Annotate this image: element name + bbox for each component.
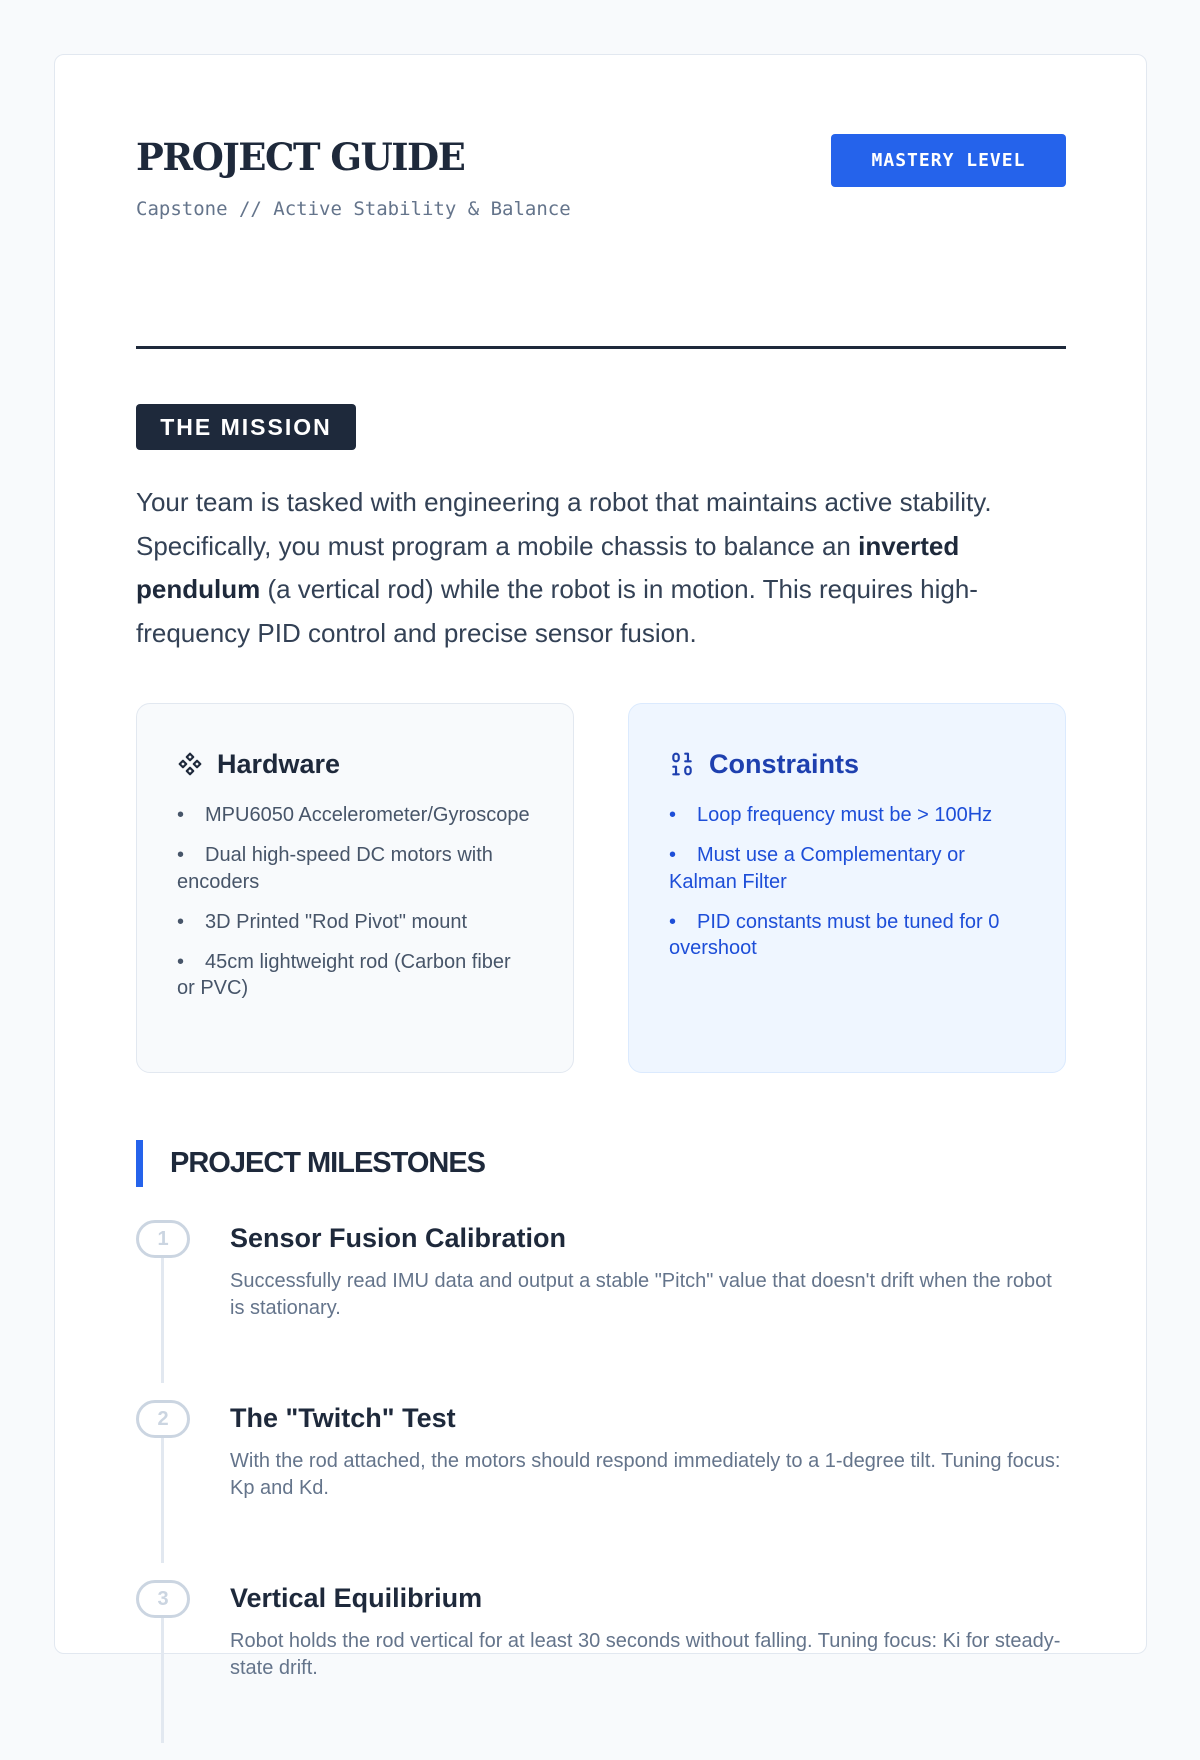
bullet-icon: • [669,844,677,866]
mission-text-intro: Your team is tasked with engineering a robot that maintains active stability. Specifically, you must program a mobile chassis to balance an [136,487,992,561]
milestone-number: 3 [136,1580,190,1618]
mission-description [136,481,1066,655]
constraints-title: Constraints [709,748,860,779]
mission-text-highlight: inverted pendulum [136,530,960,604]
constraint-item [669,909,1025,962]
constraint-item [669,842,1025,895]
mission-tag: THE MISSION [136,404,356,450]
hardware-item-text: Dual high-speed DC motors with encoders [177,844,493,893]
component-icon [177,751,203,777]
hardware-item-text: 3D Printed "Rod Pivot" mount [205,910,468,933]
milestone-item [136,1580,1066,1760]
milestones-heading [136,1140,736,1187]
milestone-number: 2 [136,1400,190,1438]
constraint-item-text: Must use a Complementary or Kalman Filter [669,844,965,893]
page-title: PROJECT GUIDE [136,135,465,179]
mastery-level-badge: MASTERY LEVEL [831,134,1066,187]
constraints-list [669,802,1025,962]
hardware-item-text: 45cm lightweight rod (Carbon fiber or PVC) [177,950,511,999]
hardware-item-text: MPU6050 Accelerometer/Gyroscope [205,804,530,826]
milestone-connector [161,1258,164,1383]
bullet-icon: • [669,804,677,826]
bullet-icon: • [177,910,185,933]
milestone-title: Sensor Fusion Calibration [230,1223,567,1253]
milestone-title: Vertical Equilibrium [230,1583,483,1613]
page-subtitle: Capstone // Active Stability & Balance [136,198,571,220]
mission-text-rest: (a vertical rod) while the robot is in motion. This requires high-frequency PID control and precise sensor fusion. [136,574,978,648]
hardware-header [177,748,533,780]
hardware-item [177,949,533,1002]
constraints-panel [628,703,1066,1073]
milestone-description: Robot holds the rod vertical for at least 30 seconds without falling. Tuning focus: Ki for steady-state drift. [230,1630,1061,1679]
bullet-icon: • [177,844,185,866]
bullet-icon: • [669,910,677,933]
milestone-description: With the rod attached, the motors should respond immediately to a 1-degree tilt. Tuning focus: Kp and Kd. [230,1450,1061,1499]
constraint-item-text: PID constants must be tuned for 0 overshoot [669,910,1000,959]
constraint-item [669,802,1025,829]
hardware-item [177,909,533,936]
binary-icon [669,751,695,777]
milestone-description: Successfully read IMU data and output a stable "Pitch" value that doesn't drift when the robot is stationary. [230,1270,1052,1319]
guide-card [54,54,1147,1679]
milestone-number: 1 [136,1220,190,1258]
hardware-list [177,802,533,1002]
bullet-icon: • [177,804,185,826]
milestone-item [136,1400,1066,1580]
milestones-heading-label: PROJECT MILESTONES [170,1147,486,1179]
hardware-title: Hardware [217,748,341,779]
guide-header [136,135,1066,1679]
header-divider [136,346,1066,349]
bullet-icon: • [177,950,185,973]
constraints-header [669,748,1025,780]
milestone-connector [161,1618,164,1743]
hardware-item [177,802,533,829]
hardware-item [177,842,533,895]
constraint-item-text: Loop frequency must be > 100Hz [697,804,993,826]
hardware-panel [136,703,574,1073]
milestone-connector [161,1438,164,1563]
milestone-title: The "Twitch" Test [230,1403,456,1433]
milestone-item [136,1220,1066,1400]
